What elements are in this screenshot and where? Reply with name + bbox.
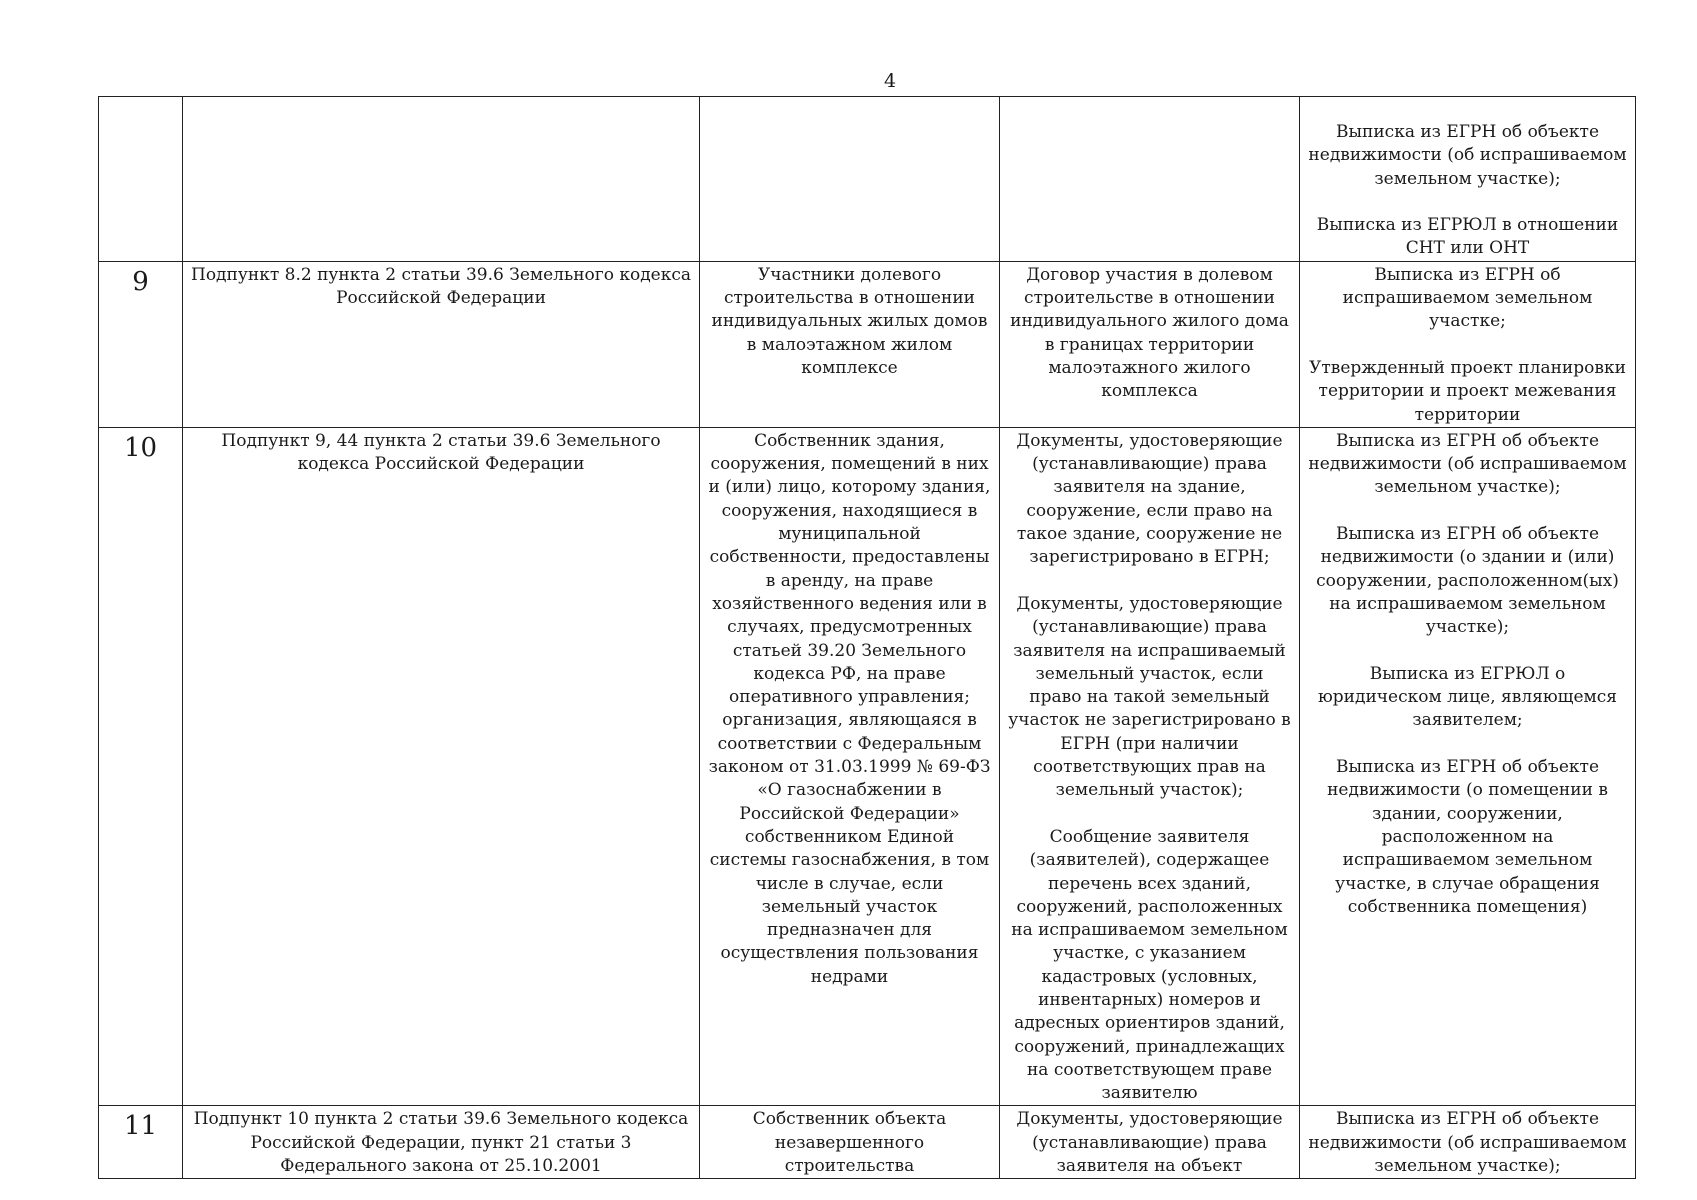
official-documents-cell <box>1300 261 1636 427</box>
cell-paragraph: Участники долевого строительства в отношении индивидуальных жилых домов в малоэтажном жилом комплексе <box>711 264 988 378</box>
cell-paragraph: Документы, удостоверяющие (устанавливающие) права заявителя на объект <box>1016 1109 1283 1177</box>
page-number: 4 <box>883 70 897 92</box>
cell-paragraph: Выписка из ЕГРН об объекте недвижимости (об испрашиваемом земельном участке); <box>1308 430 1627 498</box>
applicant-cell <box>700 261 1000 427</box>
table-row <box>99 97 1636 262</box>
row-number: 11 <box>99 1106 183 1179</box>
row-number: 9 <box>99 261 183 427</box>
cell-paragraph: Документы, удостоверяющие (устанавливающие) права заявителя на испрашиваемый земельный участок, если право на такой земельный участок не зарегистрировано в ЕГРН (при наличии соответствующих прав на земельный участок); <box>1008 593 1291 801</box>
table-row <box>99 427 1636 1106</box>
applicant-documents-cell <box>1000 1106 1300 1179</box>
table-row <box>99 1106 1636 1179</box>
cell-paragraph: Собственник объекта незавершенного строительства <box>752 1109 947 1177</box>
official-documents-cell <box>1300 427 1636 1106</box>
cell-paragraph: Утвержденный проект планировки территории и проект межевания территории <box>1309 357 1626 425</box>
applicant-documents-cell <box>1000 97 1300 262</box>
cell-paragraph: Выписка из ЕГРН об объекте недвижимости (об испрашиваемом земельном участке); <box>1308 1109 1627 1177</box>
cell-paragraph: Выписка из ЕГРН об испрашиваемом земельном участке; <box>1342 264 1593 332</box>
cell-paragraph: Выписка из ЕГРН об объекте недвижимости (об испрашиваемом земельном участке); <box>1308 122 1627 189</box>
row-number <box>99 97 183 262</box>
cell-paragraph: Выписка из ЕГРЮЛ в отношении СНТ или ОНТ <box>1316 215 1619 259</box>
documents-table <box>98 96 1636 1179</box>
cell-paragraph: Сообщение заявителя (заявителей), содержащее перечень всех зданий, сооружений, расположенных на испрашиваемом земельном участке, с указанием кадастровых (условных, инвентарных) номеров и адресных ориентиров зданий, сооружений, принадлежащих на соответствующем праве заявителю <box>1011 826 1288 1104</box>
applicant-cell <box>700 97 1000 262</box>
cell-paragraph: Выписка из ЕГРН об объекте недвижимости (о помещении в здании, сооружении, расположенном на испрашиваемом земельном участке, в случае обращения собственника помещения) <box>1327 757 1608 917</box>
cell-paragraph: Документы, удостоверяющие (устанавливающие) права заявителя на здание, сооружение, если право на такое здание, сооружение не зарегистрировано в ЕГРН; <box>1016 430 1283 568</box>
applicant-cell <box>700 1106 1000 1179</box>
legal-basis-cell: Подпункт 9, 44 пункта 2 статьи 39.6 Земельного кодекса Российской Федерации <box>183 427 700 1106</box>
table-row <box>99 261 1636 427</box>
official-documents-cell <box>1300 1106 1636 1179</box>
cell-paragraph: Договор участия в долевом строительстве в отношении индивидуального жилого дома в границах территории малоэтажного жилого комплекса <box>1010 264 1289 402</box>
legal-basis-cell: Подпункт 8.2 пункта 2 статьи 39.6 Земельного кодекса Российской Федерации <box>183 261 700 427</box>
row-number: 10 <box>99 427 183 1106</box>
applicant-documents-cell <box>1000 427 1300 1106</box>
applicant-documents-cell <box>1000 261 1300 427</box>
legal-basis-cell <box>183 97 700 262</box>
cell-paragraph: Собственник здания, сооружения, помещений в них и (или) лицо, которому здания, сооружения, находящиеся в муниципальной собственности, предоставлены в аренду, на праве хозяйственного ведения или в случаях, предусмотренных статьей 39.20 Земельного кодекса РФ, на праве оперативного управления; организация, являющаяся в соответствии с Федеральным законом от 31.03.1999 № 69-ФЗ «О газоснабжении в Российской Федерации» собственником Единой системы газоснабжения, в том числе в случае, если земельный участок предназначен для осуществления пользования недрами <box>708 430 991 987</box>
applicant-cell <box>700 427 1000 1106</box>
cell-paragraph: Выписка из ЕГРН об объекте недвижимости (о здании и (или) сооружении, расположенном(ых) на испрашиваемом земельном участке); <box>1316 524 1619 638</box>
cell-paragraph: Выписка из ЕГРЮЛ о юридическом лице, являющемся заявителем; <box>1317 663 1617 731</box>
legal-basis-cell: Подпункт 10 пункта 2 статьи 39.6 Земельного кодекса Российской Федерации, пункт 21 статьи 3 Федерального закона от 25.10.2001 <box>183 1106 700 1179</box>
official-documents-cell <box>1300 97 1636 262</box>
